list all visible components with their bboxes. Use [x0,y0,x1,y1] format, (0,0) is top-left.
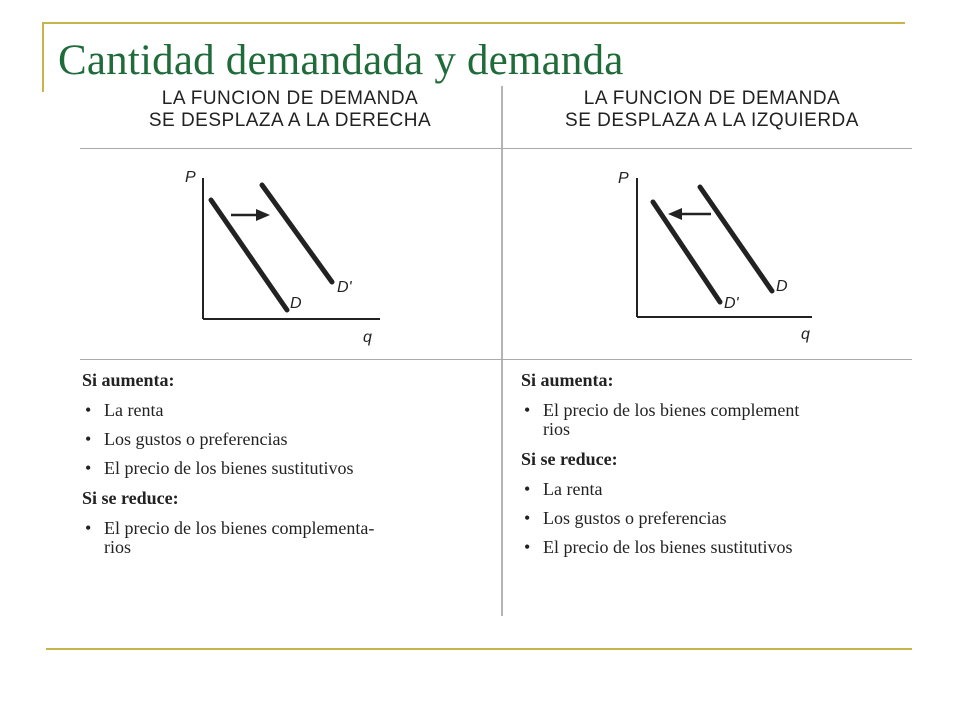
list-item-line: • El precio de los bienes complement [543,400,800,420]
demand-curve-original [211,200,287,310]
demand-curve-shifted-label: D' [337,279,352,296]
right-shift-header-line1: LA FUNCION DE DEMANDA [161,88,419,109]
decrease-heading: Si se reduce: [82,488,179,508]
price-axis-label: P [618,170,629,187]
demand-curve-original [700,187,772,291]
slide-title: Cantidad demandada y demanda [58,37,624,84]
column-divider [501,86,503,616]
demand-curve-shifted [653,202,720,302]
list-item-line: rios [104,537,131,557]
bottom-rule [46,648,912,650]
left-shift-graph [612,156,852,356]
left-shift-header-line1: LA FUNCION DE DEMANDA [583,88,841,109]
increase-heading: Si aumenta: [521,370,614,390]
scanned-figure [80,86,912,616]
demand-curve-shifted [262,185,332,282]
demand-curve-shifted-label: D' [724,295,739,312]
graph-divider [80,359,912,360]
list-item: • El precio de los bienes sustitutivos [82,459,374,478]
quantity-axis-label: q [801,326,810,343]
list-item-line: • El precio de los bienes complementa- [104,518,375,538]
left-shift-header-line2: SE DESPLAZA A LA IZQUIERDA [565,110,859,131]
increase-list [521,401,799,439]
arrowhead-right [256,209,270,221]
list-item: • El precio de los bienes sustitutivos [521,538,799,557]
right-shift-graph [180,156,420,356]
arrowhead-left [668,208,682,220]
right-shift-header [80,88,500,132]
list-item: • Los gustos o preferencias [521,509,799,528]
list-item-line: rios [543,419,570,439]
increase-list [82,401,374,478]
list-item: • La renta [521,480,799,499]
price-axis-label: P [185,169,196,186]
list-item: • La renta [82,401,374,420]
demand-curve-original-label: D [776,278,788,295]
left-rule [42,22,44,92]
decrease-list [521,480,799,557]
demand-curve-original-label: D [290,295,302,312]
header-divider [80,148,912,149]
list-item [521,401,799,439]
quantity-axis-label: q [363,329,372,346]
list-item [82,519,374,557]
left-shift-conditions [521,370,799,567]
decrease-list [82,519,374,557]
right-shift-conditions [82,370,374,567]
decrease-heading: Si se reduce: [521,449,618,469]
left-shift-header [502,88,912,132]
top-rule [42,22,905,24]
list-item: • Los gustos o preferencias [82,430,374,449]
increase-heading: Si aumenta: [82,370,175,390]
right-shift-header-line2: SE DESPLAZA A LA DERECHA [148,110,432,131]
